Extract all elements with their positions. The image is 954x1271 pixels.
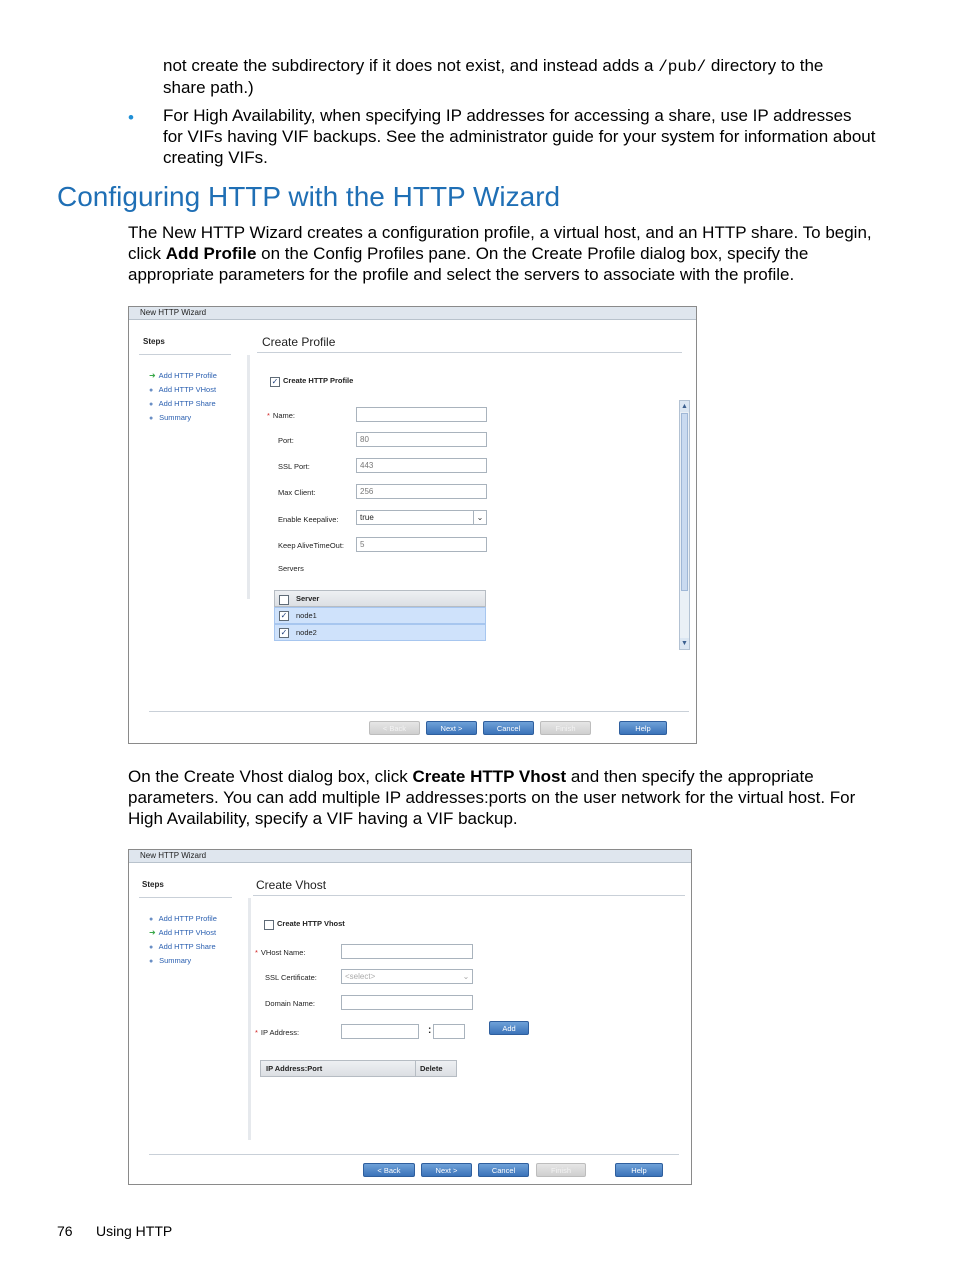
help-button[interactable]: Help — [619, 721, 667, 735]
keepalive-timeout-input[interactable]: 5 — [356, 537, 487, 552]
create-vhost-term: Create HTTP Vhost — [412, 767, 567, 786]
wizard-create-profile — [128, 306, 697, 744]
port-input[interactable] — [433, 1024, 465, 1039]
arrow-right-icon: ➜ — [149, 371, 156, 380]
step-add-profile[interactable]: ➜ Add HTTP Profile — [149, 371, 217, 380]
cancel-button[interactable]: Cancel — [483, 721, 534, 735]
ssl-port-label: SSL Port: — [278, 462, 310, 471]
bullet-icon: ● — [149, 387, 154, 394]
intro-line-1: not create the subdirectory if it does not exist, and instead adds a /pub/ directory to the — [163, 56, 824, 76]
para1-line-2: click Add Profile on the Config Profiles pane. On the Create Profile dialog box, specify the — [128, 244, 809, 263]
ssl-port-input[interactable]: 443 — [356, 458, 487, 473]
window-title: New HTTP Wizard — [129, 307, 696, 320]
servers-label: Servers — [278, 564, 304, 573]
create-vhost-checkbox[interactable] — [264, 920, 274, 930]
port-label: Port: — [278, 436, 294, 445]
vertical-scrollbar[interactable] — [679, 400, 690, 650]
scroll-up-icon[interactable]: ▲ — [681, 403, 688, 410]
steps-heading: Steps — [143, 337, 165, 346]
step-summary[interactable]: ● Summary — [149, 956, 192, 965]
help-button[interactable]: Help — [615, 1163, 663, 1177]
vhost-name-input[interactable] — [341, 944, 473, 959]
step-add-share[interactable]: ● Add HTTP Share — [149, 399, 216, 408]
table-row[interactable]: ✓ node1 — [274, 607, 486, 624]
bullet-icon: ● — [149, 916, 154, 923]
intro-line-2: share path.) — [163, 78, 254, 97]
name-label: * Name: — [267, 411, 296, 420]
ssl-certificate-select[interactable]: <select> ⌄ — [341, 969, 473, 984]
domain-name-label: Domain Name: — [265, 999, 316, 1008]
ip-address-input[interactable] — [341, 1024, 419, 1039]
panel-divider — [247, 355, 250, 599]
back-button[interactable]: < Back — [369, 721, 420, 735]
panel-title-divider — [257, 352, 682, 353]
node2-checkbox[interactable]: ✓ — [280, 628, 288, 637]
port-separator: : — [428, 1025, 432, 1036]
para2-line-2: parameters. You can add multiple IP addresses:ports on the user network for the virtual host. For — [128, 788, 856, 807]
para2-line-1: On the Create Vhost dialog box, click Create HTTP Vhost and then specify the appropriate — [128, 767, 814, 786]
window-title: New HTTP Wizard — [129, 850, 691, 863]
button-bar-divider — [149, 711, 689, 712]
table-row[interactable]: ✓ node2 — [274, 624, 486, 641]
para1-line-3: appropriate parameters for the profile and select the servers to associate with the profile. — [128, 265, 795, 284]
bullet-icon: ● — [149, 958, 154, 965]
step-add-vhost[interactable]: ● Add HTTP VHost — [149, 385, 217, 394]
arrow-right-icon: ➜ — [149, 928, 156, 937]
next-button[interactable]: Next > — [421, 1163, 472, 1177]
steps-divider — [139, 354, 231, 355]
bullet-icon: ● — [149, 401, 154, 408]
cancel-button[interactable]: Cancel — [478, 1163, 529, 1177]
bullet-line-1: For High Availability, when specifying IP addresses for accessing a share, use IP addresses — [163, 106, 852, 125]
node1-checkbox[interactable]: ✓ — [280, 611, 288, 620]
chevron-down-icon[interactable]: ⌄ — [473, 511, 486, 524]
page-number: 76 — [57, 1223, 73, 1239]
select-all-checkbox[interactable] — [279, 595, 289, 605]
add-button[interactable]: Add — [489, 1021, 529, 1035]
max-client-label: Max Client: — [278, 488, 316, 497]
steps-divider — [139, 897, 232, 898]
para2-line-3: High Availability, specify a VIF having a VIF backup. — [128, 809, 518, 828]
create-profile-checkbox[interactable]: ✓ — [271, 377, 279, 386]
step-summary[interactable]: ● Summary — [149, 413, 192, 422]
scrollbar-thumb[interactable] — [681, 413, 688, 591]
ip-address-label: * IP Address: — [255, 1028, 300, 1037]
wizard-create-vhost — [128, 849, 692, 1185]
bullet-icon: • — [128, 108, 134, 127]
keepalive-select[interactable]: true ⌄ — [356, 510, 487, 525]
step-add-profile[interactable]: ● Add HTTP Profile — [149, 914, 217, 923]
inline-code: /pub/ — [658, 58, 707, 76]
ssl-certificate-label: SSL Certificate: — [265, 973, 317, 982]
section-heading: Configuring HTTP with the HTTP Wizard — [57, 181, 561, 212]
servers-table-header: Server — [274, 590, 486, 607]
footer-section-name: Using HTTP — [96, 1223, 173, 1239]
step-add-share[interactable]: ● Add HTTP Share — [149, 942, 216, 951]
bullet-icon: ● — [149, 415, 154, 422]
finish-button[interactable]: Finish — [540, 721, 591, 735]
create-profile-label: Create HTTP Profile — [283, 376, 354, 385]
vhost-name-label: * VHost Name: — [255, 948, 306, 957]
next-button[interactable]: Next > — [426, 721, 477, 735]
steps-heading: Steps — [142, 880, 164, 889]
button-bar-divider — [149, 1154, 679, 1155]
keepalive-timeout-label: Keep AliveTimeOut: — [278, 541, 345, 550]
step-add-vhost[interactable]: ➜ Add HTTP VHost — [149, 928, 217, 937]
panel-title-divider — [253, 895, 685, 896]
name-input[interactable] — [356, 407, 487, 422]
bullet-line-2: for VIFs having VIF backups. See the administrator guide for your system for information about — [163, 127, 876, 146]
finish-button[interactable]: Finish — [536, 1163, 586, 1177]
bullet-line-3: creating VIFs. — [163, 148, 268, 167]
keepalive-label: Enable Keepalive: — [278, 515, 339, 524]
delete-column-header: Delete — [415, 1060, 457, 1077]
back-button[interactable]: < Back — [363, 1163, 415, 1177]
port-input[interactable]: 80 — [356, 432, 487, 447]
panel-title: Create Vhost — [256, 878, 327, 892]
bullet-icon: ● — [149, 944, 154, 951]
add-profile-term: Add Profile — [165, 244, 257, 263]
scroll-down-icon[interactable]: ▼ — [681, 640, 688, 647]
panel-title: Create Profile — [262, 335, 336, 349]
chevron-down-icon[interactable]: ⌄ — [462, 972, 470, 981]
domain-name-input[interactable] — [341, 995, 473, 1010]
para1-line-1: The New HTTP Wizard creates a configuration profile, a virtual host, and an HTTP share. To begin, — [128, 223, 872, 242]
panel-divider — [248, 898, 251, 1140]
ip-port-column-header: IP Address:Port — [260, 1060, 416, 1077]
create-vhost-label: Create HTTP Vhost — [277, 919, 345, 928]
max-client-input[interactable]: 256 — [356, 484, 487, 499]
